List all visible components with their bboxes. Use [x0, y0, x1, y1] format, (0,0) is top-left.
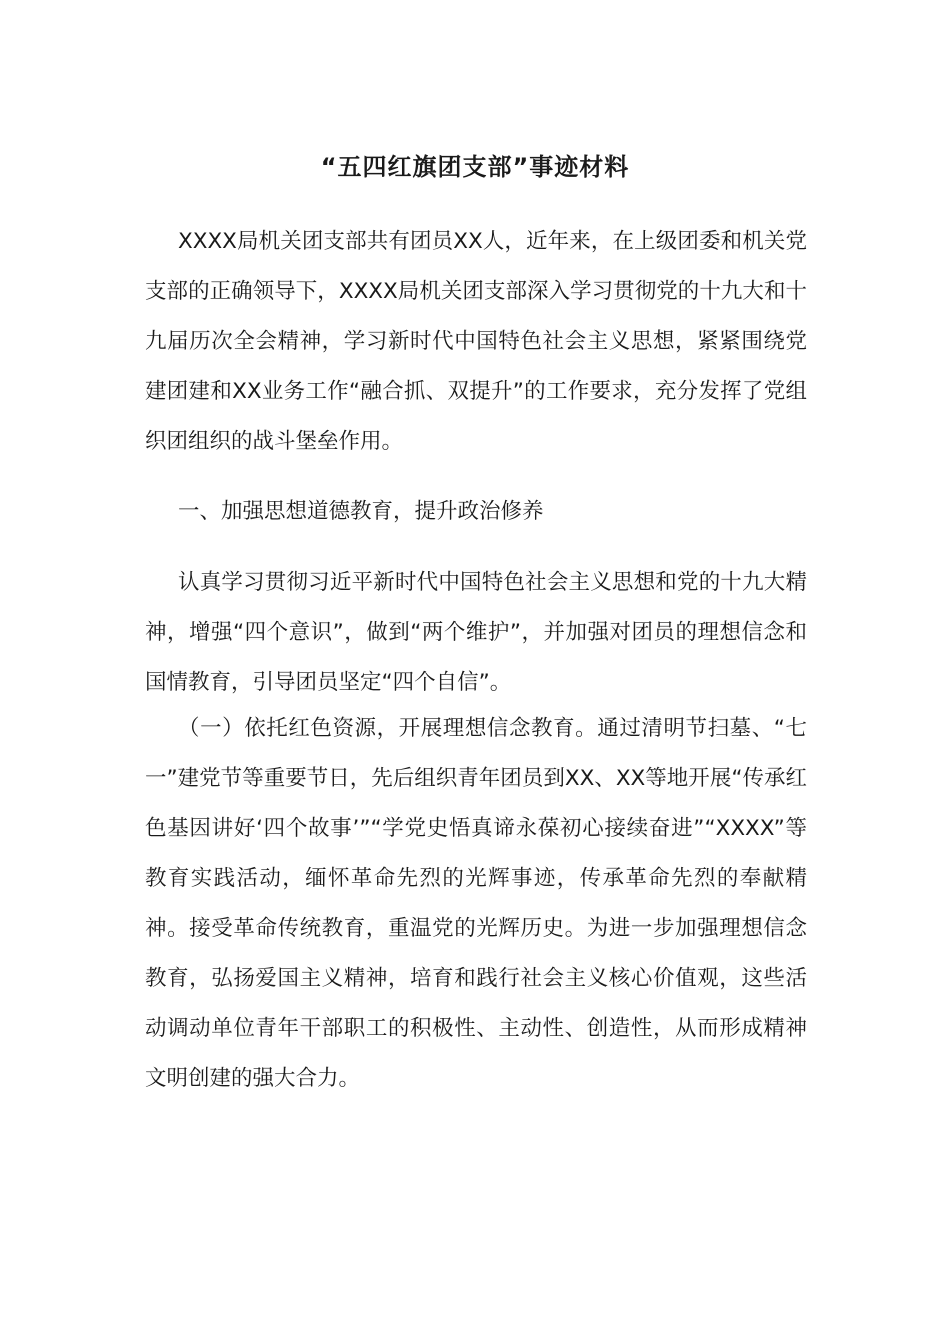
section-paragraph: 认真学习贯彻习近平新时代中国特色社会主义思想和党的十九大精神，增强“四个意识”，做到“两个维护”，并加强对团员的理想信念和国情教育，引导团员坚定“四个自信”。 [145, 570, 807, 695]
intro-paragraph: XXXX局机关团支部共有团员XX人，近年来，在上级团委和机关党支部的正确领导下，XXXX局机关团支部深入学习贯彻党的十九大和十九届历次全会精神，学习新时代中国特色社会主义思想，紧紧围绕党建团建和XX业务工作“融合抓、双提升”的工作要求，充分发挥了党组织团组织的战斗堡垒作用。 [145, 229, 807, 454]
subsection-paragraph: （一）依托红色资源，开展理想信念教育。通过清明节扫墓、“七一”建党节等重要节日，先后组织青年团员到XX、XX等地开展“传承红色基因讲好‘四个故事’”“学党史悟真谛永葆初心接续奋进”“XXXX”等教育实践活动，缅怀革命先烈的光辉事迹，传承革命先烈的奉献精神。接受革命传统教育，重温党的光辉历史。为进一步加强理想信念教育，弘扬爱国主义精神，培育和践行社会主义核心价值观，这些活动调动单位青年干部职工的积极性、主动性、创造性，从而形成精神文明创建的强大合力。 [145, 716, 807, 1091]
document-title: “五四红旗团支部”事迹材料 [320, 153, 630, 181]
section-heading: 一、加强思想道德教育，提升政治修养 [178, 499, 544, 524]
